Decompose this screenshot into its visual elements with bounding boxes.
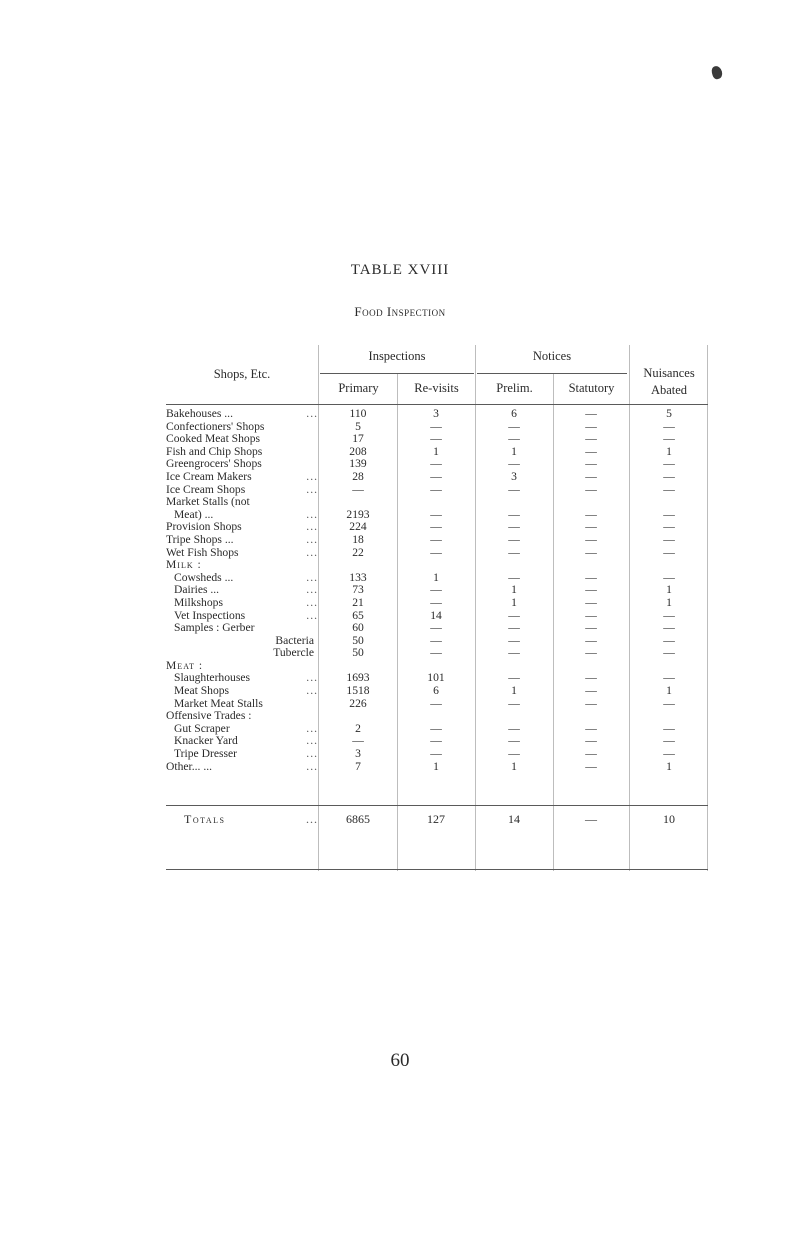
row-label: Offensive Trades : — [166, 710, 252, 723]
cell-statutory: — — [585, 721, 597, 735]
cell-statutory: — — [585, 482, 597, 496]
cell-nuisances: — — [663, 608, 675, 622]
cell-primary: 7 — [355, 759, 361, 773]
table-row — [166, 710, 708, 723]
row-label: Cooked Meat Shops — [166, 433, 261, 446]
cell-primary: 5 — [355, 419, 361, 433]
cell-statutory: — — [585, 595, 597, 609]
cell-revisits: — — [430, 520, 442, 534]
row-label: Ice Cream Makers ... — [166, 471, 318, 484]
cell-statutory: — — [585, 457, 597, 471]
cell-revisits: 101 — [427, 671, 445, 685]
cell-nuisances: — — [663, 734, 675, 748]
cell-statutory: — — [585, 734, 597, 748]
cell-nuisances: — — [663, 696, 675, 710]
cell-primary: 226 — [349, 696, 367, 710]
row-label: Ice Cream Shops ... — [166, 484, 318, 497]
cell-statutory: — — [585, 545, 597, 559]
cell-revisits: — — [430, 734, 442, 748]
cell-revisits: 6 — [433, 684, 439, 698]
cell-prelim: 1 — [511, 444, 517, 458]
cell-nuisances: — — [663, 532, 675, 546]
cell-revisits: — — [430, 583, 442, 597]
table-row — [166, 534, 708, 547]
cell-primary: 65 — [352, 608, 364, 622]
cell-revisits: — — [430, 457, 442, 471]
cell-nuisances: — — [663, 469, 675, 483]
cell-primary: 21 — [352, 595, 364, 609]
cell-revisits: — — [430, 419, 442, 433]
cell-primary: 50 — [352, 633, 364, 647]
row-label: Dairies ... ... — [166, 584, 318, 597]
row-label: Knacker Yard ... — [166, 735, 318, 748]
row-label: Slaughterhouses ... — [166, 672, 318, 685]
row-label: Other... ... ... — [166, 761, 318, 774]
cell-prelim: — — [508, 482, 520, 496]
row-label: Provision Shops ... — [166, 521, 318, 534]
cell-prelim: 1 — [511, 759, 517, 773]
header-statutory: Statutory — [568, 381, 615, 395]
totals-row — [166, 809, 708, 829]
cell-revisits: — — [430, 532, 442, 546]
cell-revisits: — — [430, 696, 442, 710]
cell-statutory: — — [585, 432, 597, 446]
cell-statutory: — — [585, 407, 597, 420]
table-row — [166, 547, 708, 560]
cell-primary: — — [352, 734, 364, 748]
cell-nuisances: 1 — [666, 759, 672, 773]
cell-nuisances: — — [663, 721, 675, 735]
cell-prelim: — — [508, 570, 520, 584]
table-row — [166, 685, 708, 698]
cell-prelim: 1 — [511, 583, 517, 597]
cell-prelim: — — [508, 621, 520, 635]
row-label: Bakehouses ... ... — [166, 408, 318, 421]
cell-prelim: — — [508, 520, 520, 534]
cell-statutory: — — [585, 444, 597, 458]
table-row — [166, 408, 708, 421]
cell-statutory: — — [585, 583, 597, 597]
cell-prelim: — — [508, 696, 520, 710]
cell-revisits: — — [430, 646, 442, 660]
table-row — [166, 597, 708, 610]
cell-statutory: — — [585, 608, 597, 622]
table-row — [166, 622, 708, 635]
header-bottom-rule — [166, 404, 708, 405]
food-inspection-table — [166, 345, 708, 871]
cell-revisits: — — [430, 507, 442, 521]
header-inspections: Inspections — [368, 349, 426, 363]
cell-revisits: — — [430, 633, 442, 647]
totals-revisits: 127 — [427, 812, 445, 826]
row-label: Samples : Gerber — [174, 622, 255, 635]
cell-statutory: — — [585, 621, 597, 635]
cell-statutory: — — [585, 684, 597, 698]
cell-nuisances: — — [663, 457, 675, 471]
cell-primary: 110 — [349, 407, 367, 420]
row-label: Confectioners' Shops — [166, 420, 265, 433]
row-label: Greengrocers' Shops — [166, 458, 262, 471]
cell-primary: — — [352, 482, 364, 496]
cell-statutory: — — [585, 520, 597, 534]
table-row — [166, 484, 708, 497]
row-label: Meat : — [166, 659, 204, 672]
cell-nuisances: — — [663, 671, 675, 685]
page-number: 60 — [390, 1050, 410, 1071]
cell-prelim: — — [508, 608, 520, 622]
cell-statutory: — — [585, 419, 597, 433]
ink-blot — [710, 65, 723, 80]
cell-prelim: 6 — [511, 407, 517, 420]
cell-prelim: 1 — [511, 595, 517, 609]
cell-revisits: — — [430, 747, 442, 761]
table-row — [166, 433, 708, 446]
header-revisits: Re-visits — [414, 381, 459, 395]
row-label: Wet Fish Shops ... — [166, 547, 318, 560]
cell-nuisances: 1 — [666, 444, 672, 458]
cell-prelim: — — [508, 734, 520, 748]
header-primary: Primary — [338, 381, 379, 395]
cell-nuisances: — — [663, 482, 675, 496]
cell-primary: 22 — [352, 545, 364, 559]
cell-statutory: — — [585, 671, 597, 685]
cell-prelim: — — [508, 721, 520, 735]
cell-revisits: — — [430, 721, 442, 735]
row-label: Milkshops ... — [166, 597, 318, 610]
cell-primary: 139 — [349, 457, 367, 471]
cell-statutory: — — [585, 532, 597, 546]
header-group-rule — [477, 373, 627, 374]
cell-primary: 133 — [349, 570, 367, 584]
cell-primary: 208 — [349, 444, 367, 458]
cell-prelim: — — [508, 545, 520, 559]
cell-statutory: — — [585, 646, 597, 660]
cell-primary: 224 — [349, 520, 367, 534]
totals-prelim: 14 — [508, 812, 520, 826]
header-nuisances-line1: Nuisances — [643, 366, 695, 380]
cell-nuisances: 1 — [666, 684, 672, 698]
cell-prelim: 1 — [511, 684, 517, 698]
table-row — [166, 496, 708, 509]
table-row — [166, 471, 708, 484]
cell-prelim: — — [508, 633, 520, 647]
cell-statutory: — — [585, 696, 597, 710]
row-label: Fish and Chip Shops — [166, 445, 263, 458]
cell-nuisances: — — [663, 633, 675, 647]
header-nuisances-abated — [630, 365, 708, 399]
cell-prelim: — — [508, 507, 520, 521]
cell-nuisances: — — [663, 419, 675, 433]
cell-nuisances: — — [663, 520, 675, 534]
cell-revisits: — — [430, 432, 442, 446]
cell-prelim: — — [508, 419, 520, 433]
header-group-rule — [320, 373, 474, 374]
table-title: TABLE XVIII — [350, 262, 450, 278]
cell-prelim: — — [508, 432, 520, 446]
cell-prelim: — — [508, 646, 520, 660]
header-notices: Notices — [532, 349, 572, 363]
row-label: Tripe Dresser ... — [166, 748, 318, 761]
header-shops: Shops, Etc. — [213, 367, 271, 381]
table-row — [166, 647, 708, 660]
cell-revisits: 1 — [433, 759, 439, 773]
cell-primary: 17 — [352, 432, 364, 446]
cell-prelim: — — [508, 747, 520, 761]
cell-revisits: 1 — [433, 570, 439, 584]
cell-prelim: 3 — [511, 469, 517, 483]
row-label: Gut Scraper ... — [166, 723, 318, 736]
cell-primary: 28 — [352, 469, 364, 483]
row-label: Market Meat Stalls — [174, 697, 263, 710]
cell-revisits: — — [430, 469, 442, 483]
table-row — [166, 761, 708, 774]
cell-nuisances: — — [663, 432, 675, 446]
row-label: Milk : — [166, 559, 202, 572]
cell-revisits: — — [430, 545, 442, 559]
row-label: Cowsheds ... ... — [166, 572, 318, 585]
cell-revisits: 14 — [430, 608, 442, 622]
cell-nuisances: — — [663, 507, 675, 521]
cell-primary: 1518 — [346, 684, 370, 698]
cell-nuisances: — — [663, 570, 675, 584]
totals-statutory: — — [585, 812, 597, 826]
cell-revisits: — — [430, 482, 442, 496]
cell-statutory: — — [585, 570, 597, 584]
cell-nuisances: 5 — [666, 407, 672, 420]
table-row — [166, 748, 708, 761]
table-body — [166, 408, 708, 773]
cell-revisits: 3 — [433, 407, 439, 420]
cell-statutory: — — [585, 633, 597, 647]
header-nuisances-line2: Abated — [650, 383, 688, 397]
cell-prelim: — — [508, 532, 520, 546]
cell-prelim: — — [508, 457, 520, 471]
table-bottom-rule — [166, 869, 708, 870]
cell-statutory: — — [585, 759, 597, 773]
cell-nuisances: — — [663, 646, 675, 660]
totals-primary: 6865 — [346, 812, 370, 826]
row-label: Meat Shops ... — [166, 685, 318, 698]
cell-primary: 60 — [352, 621, 364, 635]
row-label: Bacteria — [275, 634, 314, 647]
header-prelim: Prelim. — [496, 381, 533, 395]
row-label: Tripe Shops ... ... — [166, 534, 318, 547]
totals-label: Totals ... — [166, 809, 318, 829]
cell-nuisances: — — [663, 747, 675, 761]
cell-revisits: 1 — [433, 444, 439, 458]
cell-primary: 50 — [352, 646, 364, 660]
row-label: Vet Inspections ... — [166, 610, 318, 623]
cell-primary: 2 — [355, 721, 361, 735]
cell-revisits: — — [430, 595, 442, 609]
cell-nuisances: 1 — [666, 595, 672, 609]
totals-top-rule — [166, 805, 708, 806]
cell-primary: 1693 — [346, 671, 370, 685]
row-label: Tubercle — [273, 647, 314, 660]
table-subtitle: Food Inspection — [354, 304, 446, 319]
cell-statutory: — — [585, 469, 597, 483]
totals-nuisances: 10 — [663, 812, 675, 826]
cell-prelim: — — [508, 671, 520, 685]
cell-nuisances: 1 — [666, 583, 672, 597]
cell-nuisances: — — [663, 621, 675, 635]
cell-primary: 18 — [352, 532, 364, 546]
cell-primary: 73 — [352, 583, 364, 597]
cell-statutory: — — [585, 747, 597, 761]
cell-statutory: — — [585, 507, 597, 521]
cell-primary: 2193 — [346, 507, 370, 521]
cell-nuisances: — — [663, 545, 675, 559]
cell-revisits: — — [430, 621, 442, 635]
row-label: Meat) ... ... — [166, 509, 318, 522]
row-label: Market Stalls (not — [166, 496, 250, 509]
cell-primary: 3 — [355, 747, 361, 761]
table-row — [166, 559, 708, 572]
table-row — [166, 698, 708, 711]
